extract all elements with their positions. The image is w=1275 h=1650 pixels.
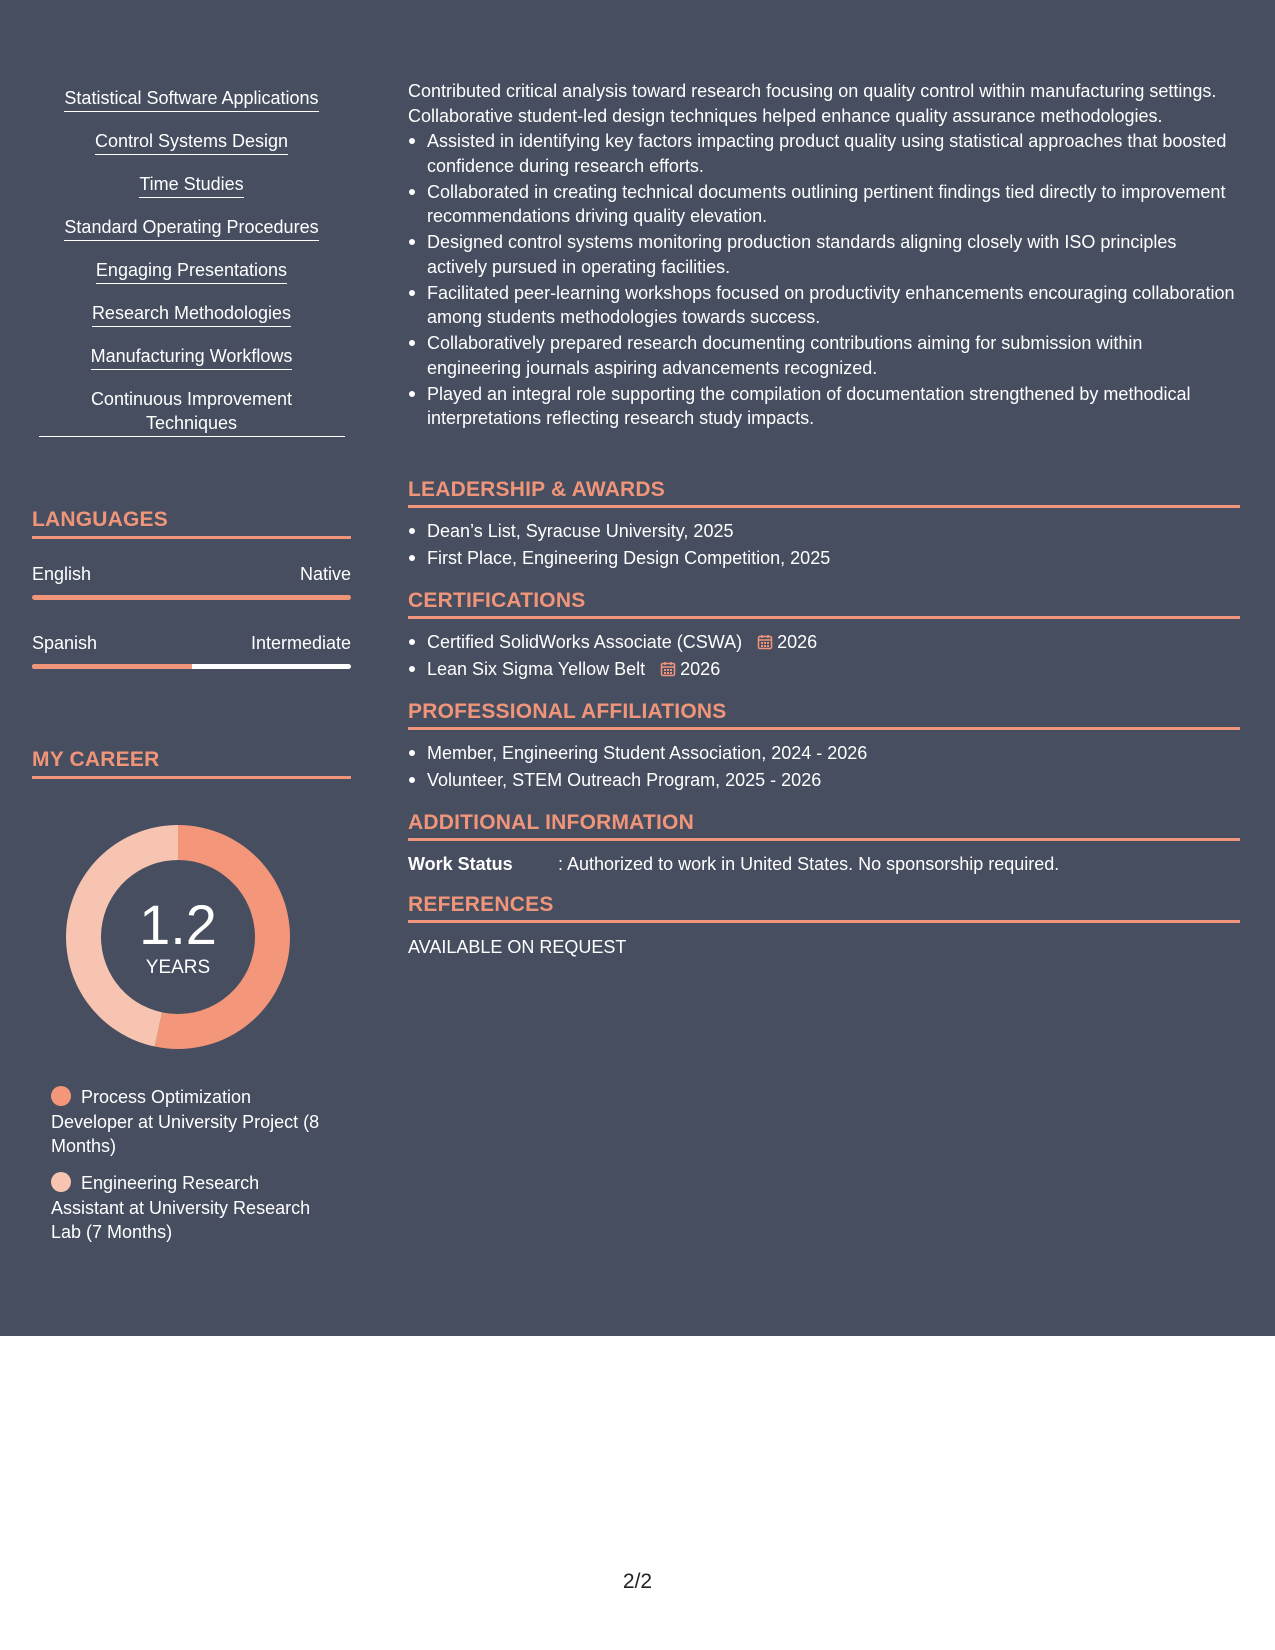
career-donut-center (66, 825, 290, 1049)
language-proficiency-fill (32, 595, 351, 600)
certifications-heading: CERTIFICATIONS (408, 589, 1240, 619)
work-status-value: : Authorized to work in United States. No sponsorship required. (558, 854, 1060, 874)
work-status-label: Work Status (408, 854, 513, 874)
certification-year: 2026 (777, 632, 818, 652)
certifications-list (408, 630, 1240, 681)
skill-item: Research Methodologies (92, 301, 291, 327)
legend-dot (51, 1172, 71, 1192)
affiliation-item: Volunteer, STEM Outreach Program, 2025 - 2026 (408, 768, 1240, 793)
experience-bullet: Played an integral role supporting the compilation of documentation strengthened by methodical interpretations reflecting research study impacts. (408, 382, 1240, 431)
certification-year: 2026 (680, 658, 721, 679)
affiliation-item: Member, Engineering Student Association, 2024 - 2026 (408, 741, 1240, 766)
calendar-icon (660, 661, 676, 677)
experience-bullet: Collaboratively prepared research documenting contributions aiming for submission within engineering journals aspiring advancements recognized. (408, 331, 1240, 380)
certification-name: Certified SolidWorks Associate (CSWA) (427, 632, 743, 652)
experience-bullet: Facilitated peer-learning workshops focused on productivity enhancements encouraging collaboration among students methodologies towards success. (408, 281, 1240, 330)
experience-description (408, 79, 1240, 431)
language-name: Spanish (32, 633, 98, 653)
skill-item: Engaging Presentations (96, 258, 287, 284)
career-total-unit: YEARS (145, 957, 211, 978)
leadership-list (408, 519, 1240, 570)
leadership-heading: LEADERSHIP & AWARDS (408, 478, 1240, 508)
leadership-item: Dean’s List, Syracuse University, 2025 (408, 519, 1240, 544)
career-legend-text: Engineering Research Assistant at University Research Lab (7 Months) (51, 1173, 311, 1242)
language-level: Native (299, 564, 351, 584)
career-legend-item (51, 1171, 331, 1245)
calendar-icon (757, 634, 773, 650)
affiliations-heading: PROFESSIONAL AFFILIATIONS (408, 700, 1240, 730)
skill-item: Control Systems Design (95, 129, 288, 155)
references-heading: REFERENCES (408, 893, 1240, 923)
experience-summary: Contributed critical analysis toward research focusing on quality control within manufacturing settings. Collaborative student-led design techniques helped enhance quality assurance methodologies. (408, 81, 1217, 126)
language-proficiency-bar (32, 664, 351, 669)
work-status-row (408, 852, 1240, 877)
experience-bullet: Collaborated in creating technical documents outlining pertinent findings tied directly to improvement recommendations driving quality elevation. (408, 180, 1240, 229)
references-text: AVAILABLE ON REQUEST (408, 937, 627, 957)
skill-item: Time Studies (139, 172, 243, 198)
legend-dot (51, 1086, 71, 1106)
experience-bullets (408, 129, 1240, 431)
skill-item: Standard Operating Procedures (64, 215, 318, 241)
certification-item (408, 630, 1240, 655)
language-proficiency-bar (32, 595, 351, 600)
career-total-value: 1.2 (139, 893, 217, 956)
affiliations-list (408, 741, 1240, 792)
career-donut-chart (66, 825, 290, 1049)
skill-item: Manufacturing Workflows (91, 344, 293, 370)
experience-bullet: Assisted in identifying key factors impacting product quality using statistical approaches that boosted confidence during research efforts. (408, 129, 1240, 178)
career-heading: MY CAREER (32, 748, 351, 779)
career-legend-text: Process Optimization Developer at University Project (8 Months) (51, 1087, 320, 1156)
leadership-item: First Place, Engineering Design Competition, 2025 (408, 546, 1240, 571)
experience-bullet: Designed control systems monitoring production standards aligning closely with ISO principles actively pursued in operating facilities. (408, 230, 1240, 279)
certification-item (408, 657, 1240, 682)
language-name: English (32, 564, 92, 584)
languages-heading: LANGUAGES (32, 508, 351, 539)
career-legend-item (51, 1085, 331, 1159)
skills-list (32, 86, 351, 454)
additional-info-heading: ADDITIONAL INFORMATION (408, 811, 1240, 841)
skill-item: Continuous Improvement Techniques (39, 387, 345, 437)
page-number: 2/2 (622, 1570, 653, 1593)
certification-name: Lean Six Sigma Yellow Belt (427, 658, 646, 679)
language-level: Intermediate (250, 633, 351, 653)
skill-item: Statistical Software Applications (64, 86, 318, 112)
language-proficiency-fill (32, 664, 192, 669)
